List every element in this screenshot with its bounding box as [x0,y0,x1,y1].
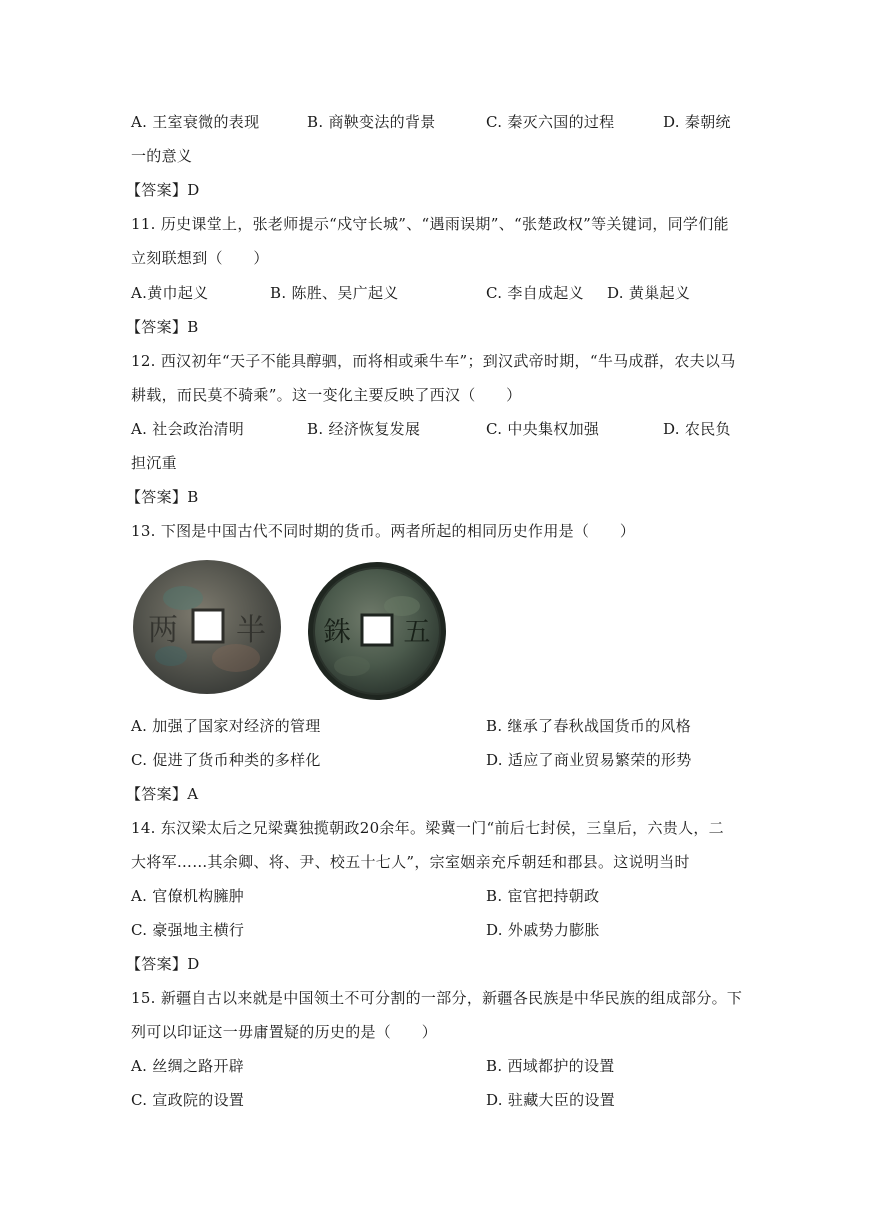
q12-answer: 【答案】B [126,488,199,506]
banliang-coin-image [131,558,283,696]
q10-option-c: C. 秦灭六国的过程 [486,113,615,131]
q13-answer: 【答案】A [126,785,199,803]
coin-square-hole [362,615,392,645]
q10-option-d: D. 秦朝统 [663,113,731,131]
q13-option-d: D. 适应了商业贸易繁荣的形势 [486,751,692,769]
q12-stem: 12. 西汉初年“天子不能具醇驷，而将相或乘牛车”；到汉武帝时期，“牛马成群，农夫以马 [131,352,736,370]
q15-option-b: B. 西域都护的设置 [486,1057,615,1075]
q11-stem: 11. 历史课堂上，张老师提示“戍守长城”、“遇雨误期”、“张楚政权”等关键词，同学们能 [131,215,729,233]
q14-option-c: C. 豪强地主横行 [131,921,245,939]
q13-option-a: A. 加强了国家对经济的管理 [131,717,321,735]
q14-answer: 【答案】D [126,955,200,973]
q12-option-b: B. 经济恢复发展 [307,420,421,438]
q14-option-d: D. 外戚势力膨胀 [486,921,600,939]
q10-option-a: A. 王室衰微的表现 [131,113,260,131]
q14-option-a: A. 官僚机构臃肿 [131,887,245,905]
q15-option-c: C. 宣政院的设置 [131,1091,245,1109]
coin-inscription-right: 半 [236,613,266,648]
q11-stem-cont: 立刻联想到（ ） [131,249,269,267]
coin-inscription-left: 銖 [323,617,351,648]
q11-option-a: A.黄巾起义 [131,284,209,302]
q11-option-d: D. 黄巢起义 [607,284,691,302]
q12-stem-cont: 耕载，而民莫不骑乘”。这一变化主要反映了西汉（ ） [131,386,522,404]
q14-stem: 14. 东汉梁太后之兄梁冀独揽朝政20余年。梁冀一门“前后七封侯，三皇后，六贵人，二 [131,819,724,837]
coin-inscription-left: 两 [148,613,178,648]
q12-option-d: D. 农民负 [663,420,731,438]
q12-option-d-cont: 担沉重 [131,454,177,472]
q15-stem: 15. 新疆自古以来就是中国领土不可分割的一部分，新疆各民族是中华民族的组成部分。下 [131,989,743,1007]
q14-option-b: B. 宦官把持朝政 [486,887,600,905]
q15-option-a: A. 丝绸之路开辟 [131,1057,245,1075]
q11-answer: 【答案】B [126,318,199,336]
q13-option-c: C. 促进了货币种类的多样化 [131,751,321,769]
q10-option-d-cont: 一的意义 [131,147,193,165]
q11-option-b: B. 陈胜、吴广起义 [270,284,399,302]
coin-inscription-right: 五 [403,617,431,648]
q12-option-a: A. 社会政治清明 [131,420,245,438]
q12-option-c: C. 中央集权加强 [486,420,600,438]
q13-option-b: B. 继承了春秋战国货币的风格 [486,717,692,735]
q15-option-d: D. 驻藏大臣的设置 [486,1091,616,1109]
q15-stem-cont: 列可以印证这一毋庸置疑的历史的是（ ） [131,1023,438,1041]
wuzhu-coin-image [307,561,447,701]
q10-answer: 【答案】D [126,181,200,199]
q11-option-c: C. 李自成起义 [486,284,584,302]
q14-stem-cont: 大将军……其余卿、将、尹、校五十七人”，宗室姻亲充斥朝廷和郡县。这说明当时 [131,853,690,871]
coin-square-hole [193,610,223,642]
q13-stem: 13. 下图是中国古代不同时期的货币。两者所起的相同历史作用是（ ） [131,522,636,540]
q10-option-b: B. 商鞅变法的背景 [307,113,436,131]
